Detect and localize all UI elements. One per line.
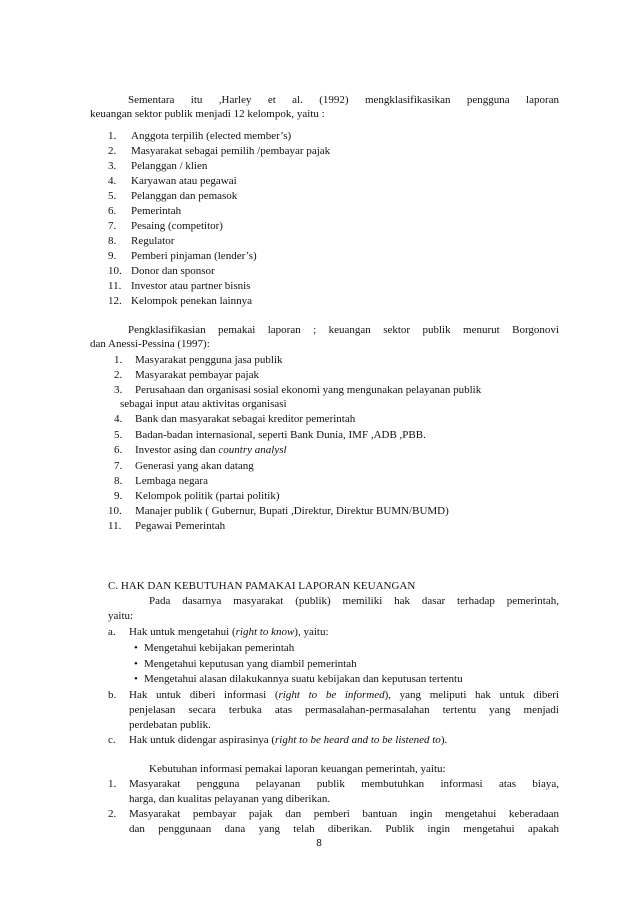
- para1-line1: Sementara itu ,Harley et al. (1992) mengklasifikasikan pengguna laporan: [128, 94, 559, 106]
- list-item: 3. Perusahaan dan organisasi sosial ekonomi yang mengunakan pelayanan publik: [114, 384, 482, 396]
- list-item: 1. Anggota terpilih (elected member’s): [108, 130, 292, 142]
- para1-line2: keuangan sektor publik menjadi 12 kelompok, yaitu :: [90, 108, 325, 120]
- list-item-a: a. Hak untuk mengetahui (right to know), yaitu:: [108, 626, 329, 638]
- list-item: 11. Investor atau partner bisnis: [108, 280, 251, 292]
- list-item: 10. Donor dan sponsor: [108, 265, 215, 277]
- list-item: 11. Pegawai Pemerintah: [108, 520, 226, 532]
- list-item: 6. Investor asing dan country analysl: [114, 444, 287, 456]
- list-item-continuation: dan penggunaan dana yang telah diberikan. Publik ingin mengetahui apakah: [129, 823, 559, 835]
- list-item: 5. Badan-badan internasional, seperti Bank Dunia, IMF ,ADB ,PBB.: [114, 429, 426, 441]
- bullet-icon: •: [134, 673, 138, 685]
- list-item: 6. Pemerintah: [108, 205, 182, 217]
- list-item: 1. Masyarakat pengguna jasa publik: [114, 354, 283, 366]
- para3-line1: Kebutuhan informasi pemakai laporan keuangan pemerintah, yaitu:: [149, 763, 446, 775]
- bullet-icon: •: [134, 658, 138, 670]
- list-item: 9. Kelompok politik (partai politik): [114, 490, 280, 502]
- bullet-item: • Mengetahui keputusan yang diambil pemerintah: [134, 658, 357, 670]
- list-item-c: c. Hak untuk didengar aspirasinya (right to be heard and to be listened to).: [108, 734, 448, 746]
- list-item-continuation: sebagai input atau aktivitas organisasi: [120, 398, 287, 410]
- list-item-continuation: harga, dan kualitas pelayanan yang diberikan.: [129, 793, 331, 805]
- list-item: 2. Masyarakat pembayar pajak: [114, 369, 259, 381]
- bullet-item: • Mengetahui kebijakan pemerintah: [134, 642, 295, 654]
- list-item: 2. Masyarakat sebagai pemilih /pembayar pajak: [108, 145, 331, 157]
- para2-line1: Pengklasifikasian pemakai laporan ; keuangan sektor publik menurut Borgonovi: [128, 324, 559, 336]
- list-item: 7. Generasi yang akan datang: [114, 460, 254, 472]
- bullet-item: • Mengetahui alasan dilakukannya suatu kebijakan dan keputusan tertentu: [134, 673, 463, 685]
- list-item: 8. Lembaga negara: [114, 475, 208, 487]
- bullet-icon: •: [134, 642, 138, 654]
- list-item: 1. Masyarakat pengguna pelayanan publik membutuhkan informasi atas biaya,: [108, 778, 559, 790]
- list-item-b: b. Hak untuk diberi informasi (right to be informed), yang meliputi hak untuk diberi: [108, 689, 559, 701]
- sectionC-intro-line1: Pada dasarnya masyarakat (publik) memiliki hak dasar terhadap pemerintah,: [149, 595, 559, 607]
- section-heading: C. HAK DAN KEBUTUHAN PAMAKAI LAPORAN KEUANGAN: [108, 580, 416, 592]
- page-number: 8: [316, 838, 322, 849]
- list-item: 3. Pelanggan / klien: [108, 160, 208, 172]
- para2-line2: dan Anessi-Pessina (1997):: [90, 338, 210, 350]
- list-item: 8. Regulator: [108, 235, 175, 247]
- list-item: 12. Kelompok penekan lainnya: [108, 295, 252, 307]
- list-item: 9. Pemberi pinjaman (lender’s): [108, 250, 257, 262]
- list-item-b-line2: penjelasan secara terbuka atas permasalahan-permasalahan tertentu yang menjadi: [129, 704, 559, 716]
- list-item: 10. Manajer publik ( Gubernur, Bupati ,Direktur, Direktur BUMN/BUMD): [108, 505, 449, 517]
- list-item: 4. Bank dan masyarakat sebagai kreditor pemerintah: [114, 413, 356, 425]
- list-item: 2. Masyarakat pembayar pajak dan pemberi bantuan ingin mengetahui keberadaan: [108, 808, 559, 820]
- sectionC-intro-line2: yaitu:: [108, 610, 134, 622]
- list-item: 4. Karyawan atau pegawai: [108, 175, 237, 187]
- list-item: 5. Pelanggan dan pemasok: [108, 190, 238, 202]
- list-item-b-line3: perdebatan publik.: [129, 719, 211, 731]
- list-item: 7. Pesaing (competitor): [108, 220, 223, 232]
